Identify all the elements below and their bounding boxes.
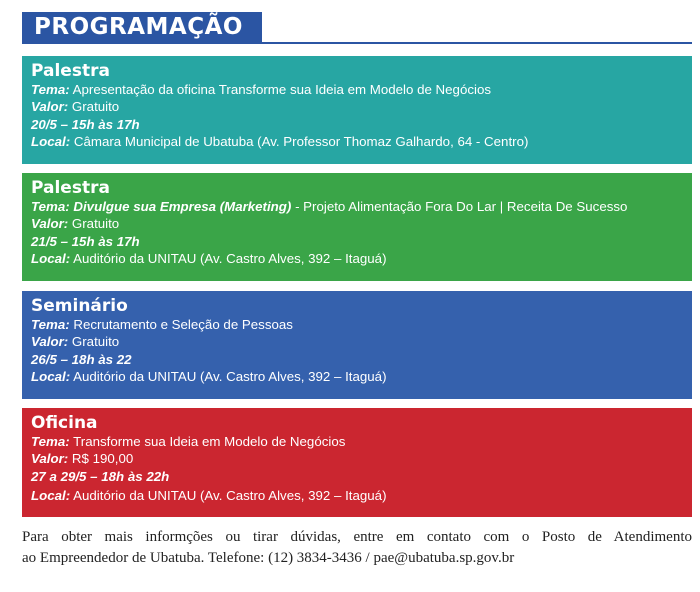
event-tema	[31, 81, 692, 98]
event-type: Palestra	[31, 61, 110, 81]
event-date: 20/5 – 15h às 17h	[31, 116, 140, 132]
page-title: PROGRAMAÇÃO	[22, 12, 262, 42]
local-label: Local:	[31, 368, 71, 384]
event-card-palestra-1	[22, 56, 692, 164]
event-date: 27 a 29/5 – 18h às 22h	[31, 468, 170, 484]
tema-text: Transforme sua Ideia em Modelo de Negócios	[73, 434, 346, 449]
tema-bold-text: Divulgue sua Empresa (Marketing)	[73, 199, 292, 214]
local-label: Local:	[31, 487, 71, 503]
event-type: Seminário	[31, 296, 128, 316]
valor-text: Gratuito	[71, 216, 120, 232]
local-label: Local:	[31, 133, 71, 149]
event-valor	[31, 215, 692, 232]
event-tema	[31, 198, 692, 215]
event-card-oficina	[22, 408, 692, 517]
event-tema	[31, 433, 692, 450]
tema-text: Recrutamento e Seleção de Pessoas	[73, 317, 293, 332]
valor-label: Valor:	[31, 216, 69, 232]
contact-footer	[22, 527, 692, 569]
header-divider	[22, 42, 692, 44]
tema-text: Apresentação da oficina Transforme sua Ideia em Modelo de Negócios	[72, 82, 491, 97]
local-text: Auditório da UNITAU (Av. Castro Alves, 392 – Itaguá)	[73, 250, 387, 266]
event-local	[31, 250, 692, 267]
event-valor	[31, 333, 692, 350]
valor-label: Valor:	[31, 99, 69, 115]
event-card-palestra-2	[22, 173, 692, 281]
local-text: Auditório da UNITAU (Av. Castro Alves, 392 – Itaguá)	[73, 487, 387, 503]
event-local	[31, 368, 692, 385]
valor-text: Gratuito	[71, 334, 120, 350]
event-local	[31, 133, 692, 150]
tema-label: Tema:	[31, 317, 70, 332]
valor-label: Valor:	[31, 334, 69, 350]
tema-text: - Projeto Alimentação Fora Do Lar | Receita De Sucesso	[295, 199, 628, 214]
valor-label: Valor:	[31, 451, 69, 467]
section-header	[22, 12, 692, 44]
event-valor	[31, 450, 692, 467]
event-type: Oficina	[31, 413, 98, 433]
tema-label: Tema:	[31, 199, 70, 214]
event-local	[31, 487, 692, 504]
footer-line-1: Para obter mais informções ou tirar dúvidas, entre em contato com o Posto de Atendimento	[22, 529, 692, 545]
event-card-seminario	[22, 291, 692, 399]
local-text: Auditório da UNITAU (Av. Castro Alves, 392 – Itaguá)	[73, 368, 387, 384]
event-date: 26/5 – 18h às 22	[31, 351, 132, 367]
valor-text: Gratuito	[71, 99, 120, 115]
footer-line-2: ao Empreendedor de Ubatuba. Telefone: (12) 3834-3436 / pae@ubatuba.sp.gov.br	[22, 550, 515, 566]
valor-text: R$ 190,00	[71, 451, 134, 467]
event-type: Palestra	[31, 178, 110, 198]
event-tema	[31, 316, 692, 333]
local-label: Local:	[31, 250, 71, 266]
event-date: 21/5 – 15h às 17h	[31, 233, 140, 249]
tema-label: Tema:	[31, 434, 70, 449]
tema-label: Tema:	[31, 82, 70, 97]
local-text: Câmara Municipal de Ubatuba (Av. Professor Thomaz Galhardo, 64 - Centro)	[73, 133, 529, 149]
event-valor	[31, 98, 692, 115]
